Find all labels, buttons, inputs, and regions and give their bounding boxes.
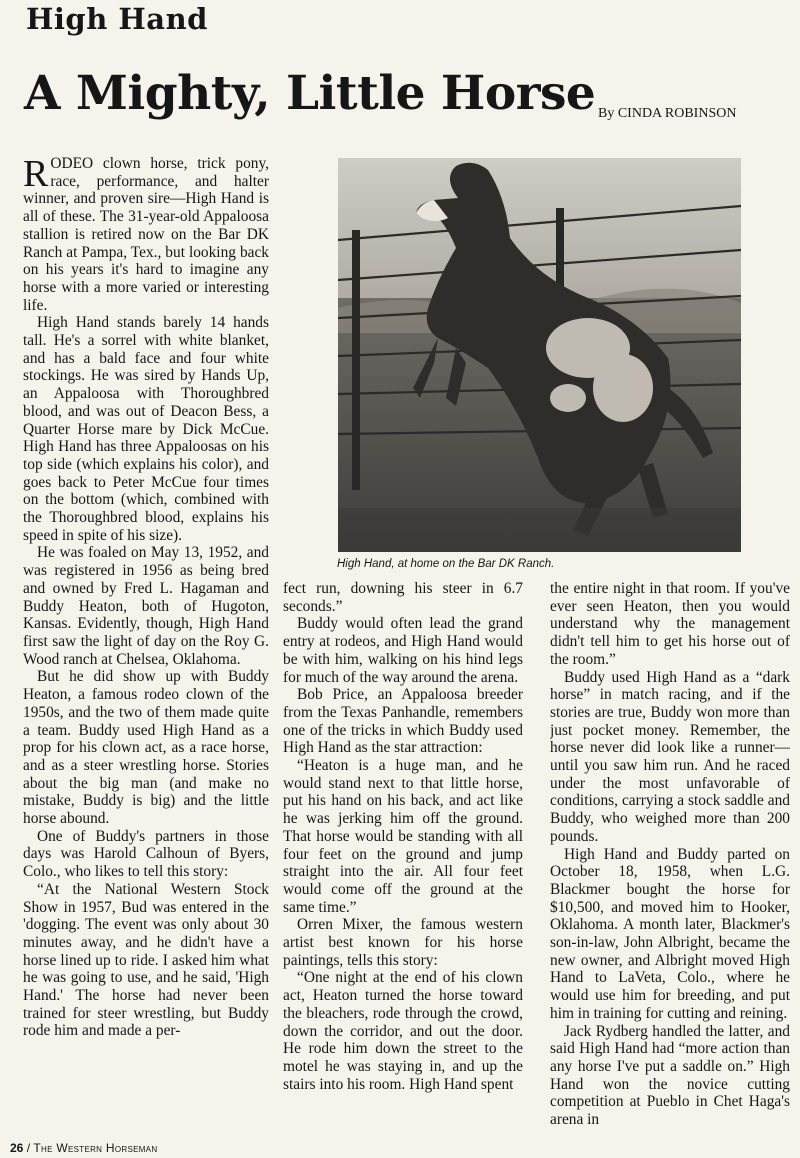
article-column-1 — [23, 155, 269, 1128]
paragraph: He was foaled on May 13, 1952, and was registered in 1956 as being bred and owned by Fred L. Hagaman and Buddy Heaton, both of Hugoton, Kansas. Evidently, though, High Hand first saw the light of day on the Roy G. Wood ranch at Chelsea, Oklahoma. — [23, 544, 269, 668]
byline: By CINDA ROBINSON — [598, 106, 737, 121]
footer-separator: / — [26, 1141, 31, 1155]
paragraph: “One night at the end of his clown act, Heaton turned the horse toward the bleachers, rode through the crowd, down the corridor, and out the door. He rode him down the street to the motel he was staying in, and up the stairs into his room. High Hand spent — [283, 969, 523, 1093]
page-number: 26 — [10, 1141, 24, 1155]
paragraph: “Heaton is a huge man, and he would stand next to that little horse, put his hand on his back, and act like he was jerking him off the ground. That horse would be standing with all four feet on the ground and jump straight into the air. All four feet would come off the ground at the same time.” — [283, 757, 523, 916]
page-footer — [10, 1141, 157, 1155]
paragraph-text: ODEO clown horse, trick pony, race, performance, and halter winner, and proven sire—High Hand is all of these. The 31-year-old Appaloosa stallion is retired now on the Bar DK Ranch at Pampa, Tex., but looking back on his years it's hard to imagine any horse with a more varied or interesting life. — [23, 155, 269, 314]
paragraph: One of Buddy's partners in those days was Harold Calhoun of Byers, Colo., who likes to tell this story: — [23, 827, 269, 881]
article-column-2 — [283, 580, 523, 1132]
paragraph: Buddy would often lead the grand entry at rodeos, and High Hand would be with him, walking on his hind legs for much of the way around the arena. — [283, 615, 523, 686]
paragraph: High Hand and Buddy parted on October 18, 1958, when L.G. Blackmer bought the horse for $10,500, and moved him to Hooker, Oklahoma. A month later, Blackmer's son-in-law, John Albright, became the new owner, and Albright moved High Hand to LaVeta, Colo., where he would use him for breeding, and put him in training for cutting and reining. — [550, 845, 790, 1022]
magazine-name: The Western Horseman — [33, 1141, 158, 1155]
paragraph: Jack Rydberg handled the latter, and said High Hand had “more action than any horse I've put a saddle on.” High Hand won the novice cutting competition at Pueblo in Chet Haga's arena in — [550, 1022, 790, 1129]
drop-cap: R — [23, 155, 49, 195]
paragraph: fect run, downing his steer in 6.7 seconds.” — [283, 580, 523, 615]
photo-caption: High Hand, at home on the Bar DK Ranch. — [337, 558, 555, 570]
paragraph: But he did show up with Buddy Heaton, a famous rodeo clown of the 1950s, and the two of them made quite a team. Buddy used High Hand as a prop for his clown act, as a race horse, and as a steer wrestling horse. Stories about the big man (and make no mistake, Buddy is big) and the little horse abound. — [23, 668, 269, 828]
paragraph: “At the National Western Stock Show in 1957, Bud was entered in the 'dogging. The event was only about 30 minutes away, and he didn't have a horse lined up to ride. I asked him what he was going to use, and he said, 'High Hand.' The horse had never been trained for steer wrestling, but Buddy rode him and made a per- — [23, 880, 269, 1040]
paragraph: High Hand stands barely 14 hands tall. He's a sorrel with white blanket, and has a bald face and four white stockings. He was sired by Hands Up, an Appaloosa with Thoroughbred blood, and was out of Deacon Bess, a Quarter Horse mare by Dick McCue. High Hand has three Appaloosas on his top side (which explains his color), and goes back to Peter McCue four times on the bottom (which, combined with the Thoroughbred blood, explains his speed in spite of his size). — [23, 314, 269, 544]
paragraph: Buddy used High Hand as a “dark horse” in match racing, and if the stories are true, Buddy won more than just pocket money. Remember, the horse never did look like a runner—until you saw him run. And he raced under the most unfavorable of conditions, carrying a stock saddle and Buddy, who weighed more than 200 pounds. — [550, 668, 790, 845]
paragraph: the entire night in that room. If you've ever seen Heaton, then you would understand why the management didn't tell him to get his horse out of the room.” — [550, 580, 790, 668]
article-column-3 — [550, 580, 790, 1132]
paragraph: Orren Mixer, the famous western artist best known for his horse paintings, tells this story: — [283, 916, 523, 969]
paragraph — [23, 155, 269, 314]
horse-photo — [338, 158, 741, 552]
horse-rearing-image — [338, 158, 741, 552]
section-title: High Hand — [26, 2, 208, 36]
article-headline: A Mighty, Little Horse — [24, 66, 596, 121]
paragraph: Bob Price, an Appaloosa breeder from the Texas Panhandle, remembers one of the tricks in which Buddy used High Hand as the star attraction: — [283, 686, 523, 757]
